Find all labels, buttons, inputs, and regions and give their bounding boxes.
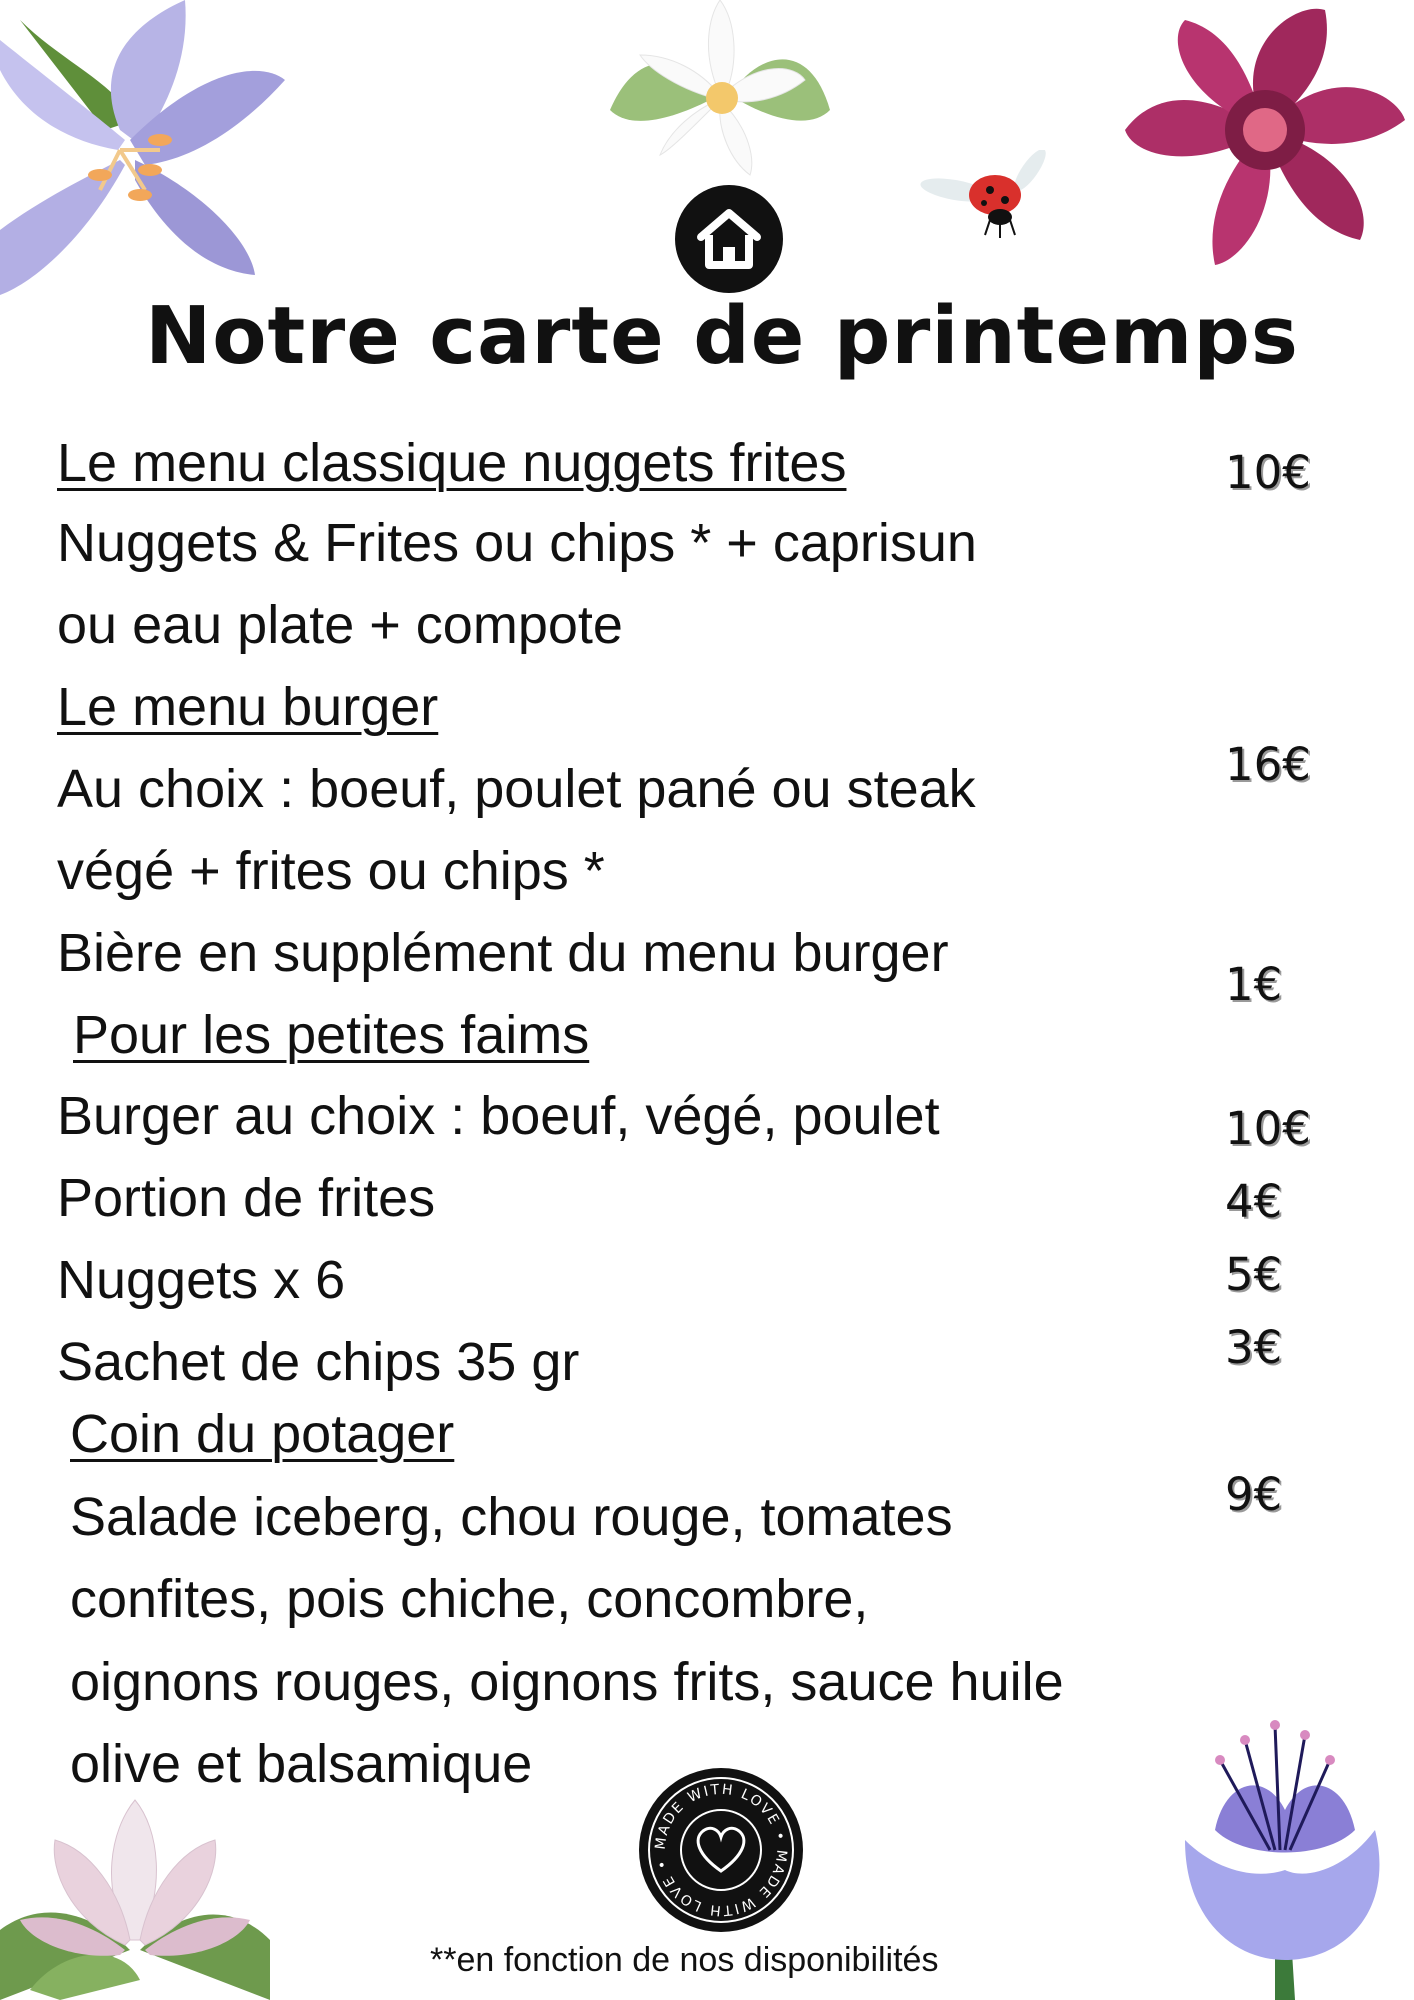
price-burger-au-choix: 10€ <box>1225 1102 1311 1155</box>
price-biere-supplement: 1€ <box>1225 958 1283 1011</box>
item-burger-au-choix: Burger au choix : boeuf, végé, poulet <box>57 1086 940 1146</box>
lily-flower-illustration <box>0 0 290 300</box>
page-title: Notre carte de printemps <box>145 290 1299 382</box>
section-heading-menu-classique: Le menu classique nuggets frites <box>57 433 847 493</box>
menu-burger-description-line-2: végé + frites ou chips * <box>57 841 605 901</box>
white-flower-illustration <box>610 0 830 180</box>
coin-potager-description-line-1: Salade iceberg, chou rouge, tomates <box>70 1487 953 1547</box>
price-portion-frites: 4€ <box>1225 1175 1283 1228</box>
section-heading-menu-burger: Le menu burger <box>57 677 439 737</box>
stamp-ring-text: MADE WITH LOVE • MADE WITH LOVE • <box>652 1781 790 1919</box>
section-heading-coin-potager: Coin du potager <box>70 1404 455 1464</box>
home-icon[interactable] <box>675 185 783 293</box>
item-nuggets-x6: Nuggets x 6 <box>57 1250 346 1310</box>
coin-potager-description-line-3: oignons rouges, oignons frits, sauce huile <box>70 1652 1064 1712</box>
price-coin-potager: 9€ <box>1225 1468 1283 1521</box>
menu-classique-description-line-2: ou eau plate + compote <box>57 595 623 655</box>
price-menu-burger: 16€ <box>1225 738 1311 791</box>
item-sachet-chips: Sachet de chips 35 gr <box>57 1332 580 1392</box>
pink-flower-illustration <box>1115 0 1414 280</box>
lotus-flower-illustration <box>0 1790 270 2000</box>
section-heading-petites-faims: Pour les petites faims <box>73 1005 590 1065</box>
availability-note: **en fonction de nos disponibilités <box>430 1941 939 1979</box>
made-with-love-stamp <box>638 1767 804 1933</box>
house-glyph <box>675 185 783 293</box>
ladybug-illustration <box>920 150 1060 240</box>
coin-potager-description-line-2: confites, pois chiche, concombre, <box>70 1569 869 1629</box>
purple-crocus-illustration <box>1125 1720 1414 2000</box>
item-portion-frites: Portion de frites <box>57 1168 436 1228</box>
biere-supplement-line: Bière en supplément du menu burger <box>57 923 949 983</box>
menu-burger-description-line-1: Au choix : boeuf, poulet pané ou steak <box>57 759 976 819</box>
price-menu-classique: 10€ <box>1225 446 1311 499</box>
price-nuggets-x6: 5€ <box>1225 1248 1283 1301</box>
price-sachet-chips: 3€ <box>1225 1321 1283 1374</box>
coin-potager-description-line-4: olive et balsamique <box>70 1734 533 1794</box>
menu-classique-description-line-1: Nuggets & Frites ou chips * + caprisun <box>57 513 977 573</box>
